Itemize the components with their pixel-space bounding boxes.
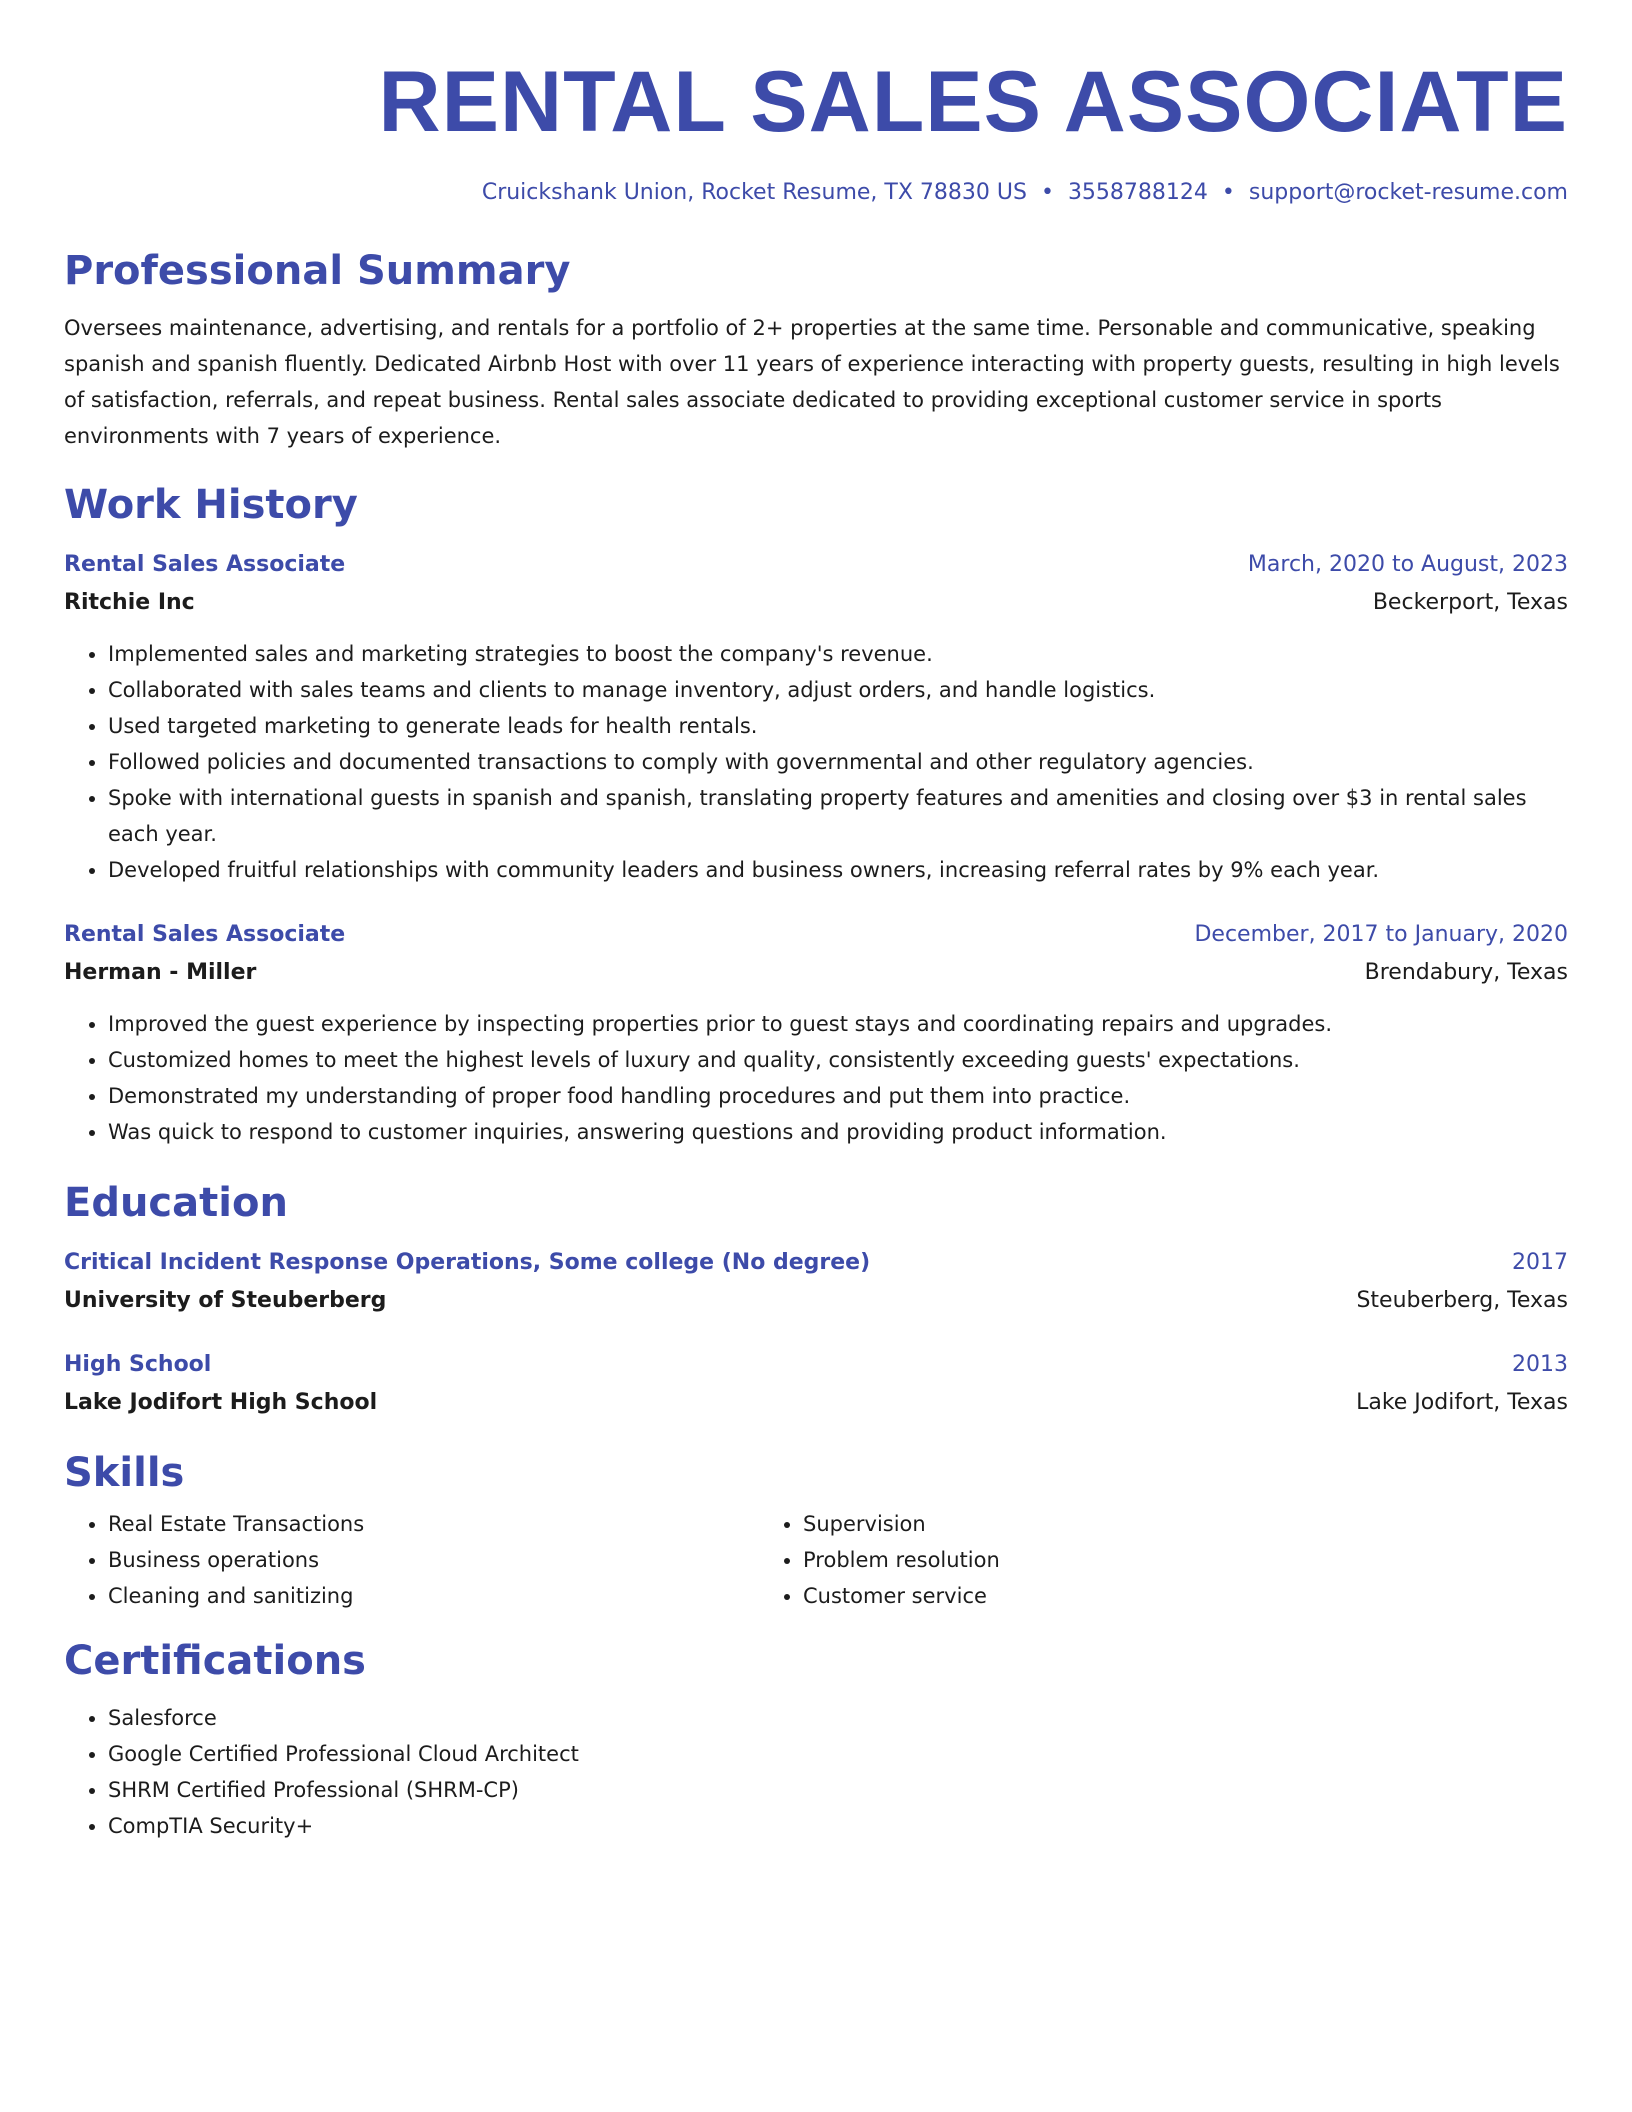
education-entry-header [64, 1244, 1568, 1282]
degree-name: Critical Incident Response Operations, Some college (No degree) [64, 1250, 871, 1275]
graduation-year: 2013 [1512, 1352, 1568, 1377]
job-location: Brendabury, Texas [1364, 960, 1568, 985]
work-entry-header [64, 546, 1568, 584]
company-name: Ritchie Inc [64, 590, 195, 615]
work-entry-2 [64, 916, 1568, 1150]
list-item: • Salesforce [108, 1700, 1568, 1736]
bullet-separator: • [1221, 180, 1235, 205]
school-name: Lake Jodifort High School [64, 1390, 378, 1415]
resume-header [64, 0, 1568, 208]
job-dates: December, 2017 to January, 2020 [1194, 922, 1568, 947]
list-item: • Google Certified Professional Cloud Architect [108, 1736, 1568, 1772]
section-title-summary: Professional Summary [64, 248, 571, 294]
section-title-work-history: Work History [64, 482, 358, 528]
list-item: • Implemented sales and marketing strategies to boost the company's revenue. [108, 636, 1568, 672]
skills-column-right [759, 1506, 1454, 1614]
list-item: • Developed fruitful relationships with community leaders and business owners, increasing referral rates by 9% each year. [108, 852, 1568, 888]
company-name: Herman - Miller [64, 960, 257, 985]
list-item: • Collaborated with sales teams and clients to manage inventory, adjust orders, and handle logistics. [108, 672, 1568, 708]
list-item: • Cleaning and sanitizing [108, 1578, 759, 1614]
list-item: • Improved the guest experience by inspecting properties prior to guest stays and coordinating repairs and upgrades. [108, 1006, 1568, 1042]
email: support@rocket-resume.com [1248, 180, 1568, 205]
candidate-title: RENTAL SALES ASSOCIATE [378, 54, 1568, 150]
job-location: Beckerport, Texas [1372, 590, 1568, 615]
section-title-certifications: Certifications [64, 1638, 366, 1684]
job-bullets [64, 636, 1568, 888]
education-entry-header [64, 1346, 1568, 1384]
list-item: • CompTIA Security+ [108, 1808, 1568, 1844]
education-entry-2 [64, 1346, 1568, 1422]
summary-text: Oversees maintenance, advertising, and rentals for a portfolio of 2+ properties at the same time. Personable and communicative, speaking spanish and spanish fluently. Dedicated Airbnb Host with over 11 years of experience interacting with property guests, resulting in high levels of satisfaction, referrals, and repeat business. Rental sales associate dedicated to providing exceptional customer service in sports environments with 7 years of experience. [64, 316, 1560, 448]
list-item: • SHRM Certified Professional (SHRM-CP) [108, 1772, 1568, 1808]
job-bullets [64, 1006, 1568, 1150]
phone: 3558788124 [1067, 180, 1208, 205]
list-item: • Business operations [108, 1542, 759, 1578]
degree-name: High School [64, 1352, 212, 1377]
work-entry-subheader [64, 954, 1568, 992]
address: Cruickshank Union, Rocket Resume, TX 78830 US [481, 180, 1027, 205]
school-name: University of Steuberberg [64, 1288, 387, 1313]
list-item: • Was quick to respond to customer inquiries, answering questions and providing product information. [108, 1114, 1568, 1150]
work-entry-header [64, 916, 1568, 954]
certifications-list [64, 1700, 1568, 1844]
skills-grid [64, 1506, 1568, 1614]
list-item: • Demonstrated my understanding of proper food handling procedures and put them into practice. [108, 1078, 1568, 1114]
education-entry-subheader [64, 1282, 1568, 1320]
skills-column-left [64, 1506, 759, 1614]
job-dates: March, 2020 to August, 2023 [1247, 552, 1568, 577]
graduation-year: 2017 [1512, 1250, 1568, 1275]
work-entry-subheader [64, 584, 1568, 622]
section-title-skills: Skills [64, 1450, 185, 1496]
section-title-education: Education [64, 1180, 288, 1226]
school-location: Lake Jodifort, Texas [1356, 1390, 1568, 1415]
education-entry-subheader [64, 1384, 1568, 1422]
bullet-separator: • [1040, 180, 1054, 205]
list-item: • Followed policies and documented transactions to comply with governmental and other regulatory agencies. [108, 744, 1568, 780]
school-location: Steuberberg, Texas [1356, 1288, 1568, 1313]
job-role: Rental Sales Associate [64, 552, 346, 577]
job-role: Rental Sales Associate [64, 922, 346, 947]
education-entry-1 [64, 1244, 1568, 1320]
work-entry-1 [64, 546, 1568, 888]
list-item: • Problem resolution [803, 1542, 1454, 1578]
contact-line [64, 178, 1568, 208]
list-item: • Customized homes to meet the highest levels of luxury and quality, consistently exceeding guests' expectations. [108, 1042, 1568, 1078]
list-item: • Spoke with international guests in spanish and spanish, translating property features and amenities and closing over $3 in rental sales each year. [108, 780, 1568, 852]
list-item: • Customer service [803, 1578, 1454, 1614]
list-item: • Real Estate Transactions [108, 1506, 759, 1542]
list-item: • Supervision [803, 1506, 1454, 1542]
list-item: • Used targeted marketing to generate leads for health rentals. [108, 708, 1568, 744]
